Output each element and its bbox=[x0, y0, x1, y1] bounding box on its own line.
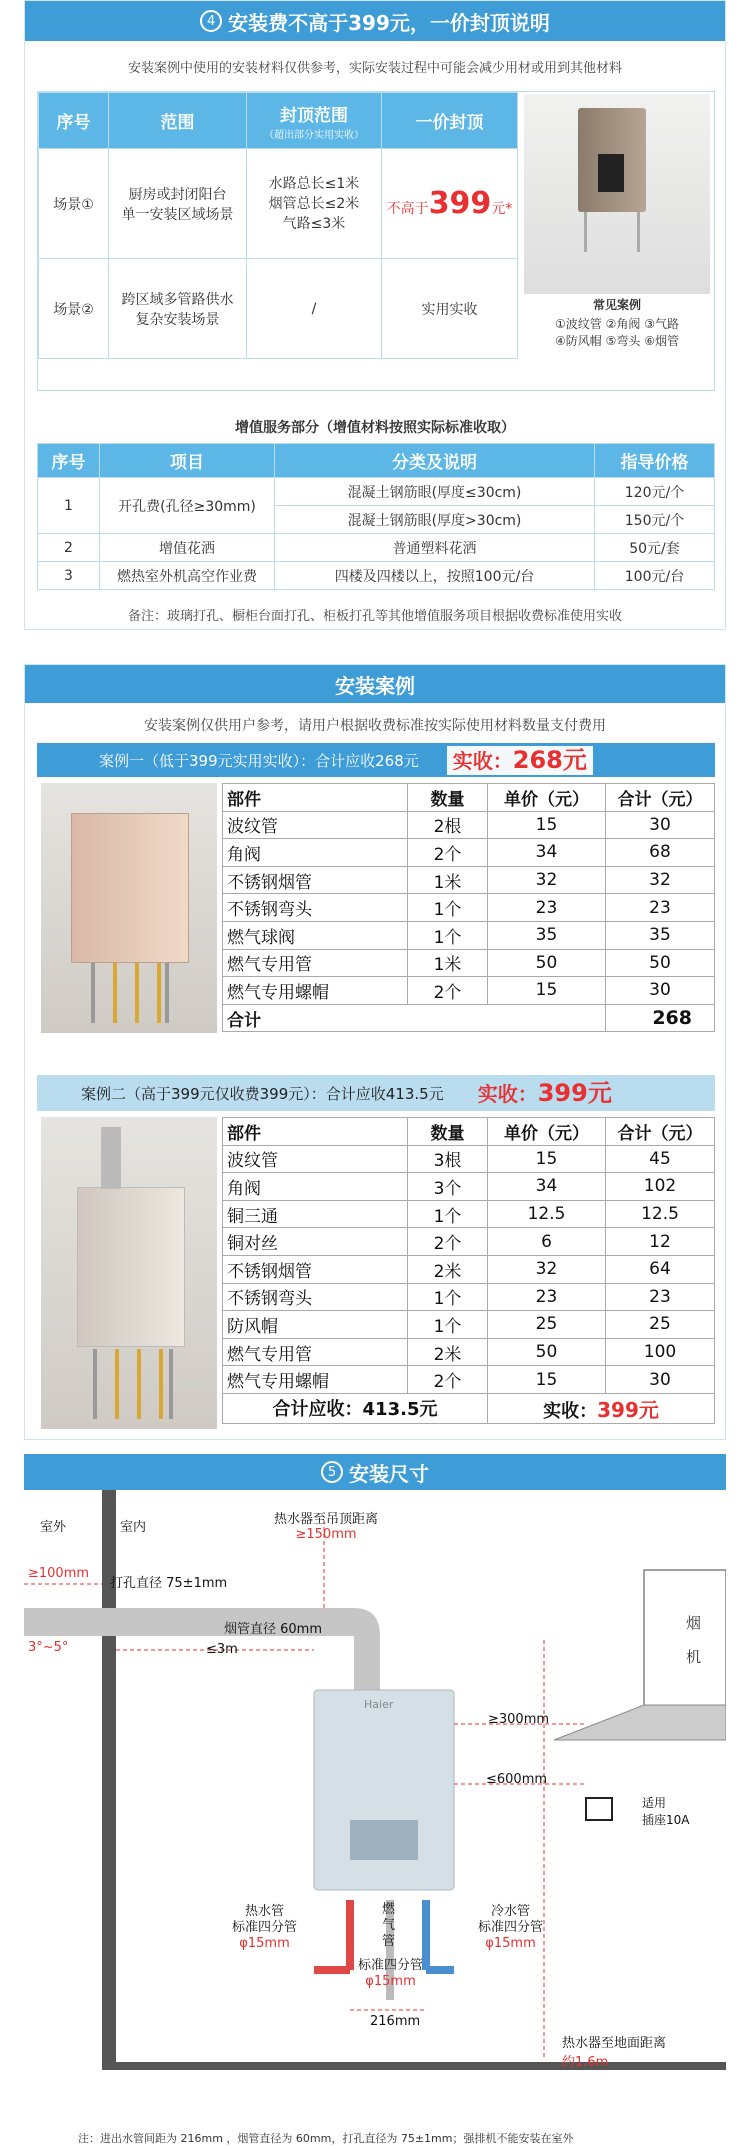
table-cell: 单价（元） bbox=[488, 784, 606, 812]
heater-pipes bbox=[584, 212, 640, 252]
section-number: 5 bbox=[321, 1461, 343, 1483]
table-cell: 1个 bbox=[408, 1200, 488, 1228]
table-cell: 3根 bbox=[408, 1145, 488, 1173]
common-cases-title: 常见案例 bbox=[592, 298, 641, 312]
row-desc: 四楼及四楼以上，按照100元/台 bbox=[275, 562, 595, 590]
table-row bbox=[38, 478, 715, 506]
table-cell: 23 bbox=[606, 894, 715, 922]
table-row bbox=[39, 93, 518, 149]
label-cold: 冷水管 标准四分管 φ15mm bbox=[478, 1904, 544, 1951]
table-cell: 15 bbox=[488, 1145, 606, 1173]
total-row bbox=[223, 1393, 715, 1423]
table-row bbox=[223, 839, 715, 867]
row-price: 50元/套 bbox=[595, 534, 715, 562]
case1-real: 实收：268元 bbox=[447, 746, 593, 775]
col-header: 一价封顶 bbox=[382, 93, 518, 149]
section-title: 安装费不高于399元，一价封顶说明 bbox=[228, 10, 550, 35]
table-row bbox=[223, 1338, 715, 1366]
table-cell: 64 bbox=[606, 1255, 715, 1283]
table-cell: 30 bbox=[606, 811, 715, 839]
table-cell: 部件 bbox=[223, 1118, 408, 1146]
section-note: 安装案例仅供用户参考，请用户根据收费标准按实际使用材料数量支付费用 bbox=[144, 718, 606, 734]
section-header bbox=[25, 665, 725, 703]
table-cell: 34 bbox=[488, 839, 606, 867]
table-cell: 50 bbox=[606, 949, 715, 977]
table-cell: 燃气专用管 bbox=[223, 949, 408, 977]
table-row bbox=[38, 534, 715, 562]
label-socket-type: 适用 插座10A bbox=[642, 1796, 690, 1827]
row-no: 3 bbox=[38, 562, 100, 590]
table-cell: 100 bbox=[606, 1338, 715, 1366]
table-cell: 部件 bbox=[223, 784, 408, 812]
range-hood-top bbox=[644, 1570, 726, 1710]
row-desc: 混凝土钢筋眼(厚度>30cm) bbox=[275, 506, 595, 534]
row-desc: 普通塑料花洒 bbox=[275, 534, 595, 562]
label-len: ≤3m bbox=[206, 1642, 238, 1657]
heater-pipes bbox=[91, 963, 169, 1023]
row-desc: 混凝土钢筋眼(厚度≤30cm) bbox=[275, 478, 595, 506]
table-row bbox=[38, 444, 715, 478]
table-cell: 34 bbox=[488, 1173, 606, 1201]
table-cell: 45 bbox=[606, 1145, 715, 1173]
table-cell: 30 bbox=[606, 977, 715, 1005]
section-number: 4 bbox=[200, 10, 222, 32]
table-cell: 防风帽 bbox=[223, 1311, 408, 1339]
table-row bbox=[223, 866, 715, 894]
table-cell: 波纹管 bbox=[223, 811, 408, 839]
table-cell: 1个 bbox=[408, 894, 488, 922]
row-item: 开孔费(孔径≥30mm) bbox=[100, 478, 275, 534]
row-price: 120元/个 bbox=[595, 478, 715, 506]
col-header: 项目 bbox=[100, 444, 275, 478]
table-cell: 不锈钢烟管 bbox=[223, 866, 408, 894]
label-socket: ≤600mm bbox=[486, 1772, 548, 1787]
table-cell: 102 bbox=[606, 1173, 715, 1201]
table-row bbox=[223, 949, 715, 977]
table-cell: 不锈钢弯头 bbox=[223, 894, 408, 922]
case1-parts-table bbox=[222, 783, 715, 1032]
table-cell: 不锈钢烟管 bbox=[223, 1255, 408, 1283]
scene-no: 场景① bbox=[39, 149, 109, 259]
table-cell: 2根 bbox=[408, 811, 488, 839]
col-header: 序号 bbox=[39, 93, 109, 149]
col-header: 指导价格 bbox=[595, 444, 715, 478]
section-note: 安装案例中使用的安装材料仅供参考，实际安装过程中可能会减少用材或用到其他材料 bbox=[127, 61, 622, 76]
table-cell: 15 bbox=[488, 811, 606, 839]
table-row bbox=[223, 977, 715, 1005]
table-cell: 32 bbox=[488, 866, 606, 894]
table-cell: 燃气专用管 bbox=[223, 1338, 408, 1366]
table-cell: 15 bbox=[488, 977, 606, 1005]
table-cell: 2个 bbox=[408, 977, 488, 1005]
scene-price: 实用实收 bbox=[382, 259, 518, 359]
heater-body bbox=[71, 813, 189, 963]
table-cell: 角阀 bbox=[223, 839, 408, 867]
label-gas: 燃 气 管 bbox=[382, 1902, 396, 1949]
col-header: 序号 bbox=[38, 444, 100, 478]
label-hood: 烟 bbox=[686, 1614, 702, 1632]
case2-parts-table bbox=[222, 1117, 715, 1424]
table-cell: 合计 bbox=[223, 1004, 606, 1032]
value-title: 增值服务部分（增值材料按照实际标准收取） bbox=[235, 420, 515, 436]
table-cell: 合计应收：413.5元 bbox=[223, 1393, 488, 1423]
row-price: 100元/台 bbox=[595, 562, 715, 590]
hot-pipe bbox=[346, 1900, 354, 1970]
table-cell: 2米 bbox=[408, 1338, 488, 1366]
table-cell: 实收：399元 bbox=[488, 1393, 715, 1423]
table-cell: 燃气球阀 bbox=[223, 921, 408, 949]
table-row bbox=[223, 1173, 715, 1201]
scene-cap: / bbox=[247, 259, 382, 359]
label-hot: 热水管 标准四分管 φ15mm bbox=[232, 1904, 298, 1951]
price-cap-table bbox=[38, 92, 518, 359]
table-cell: 30 bbox=[606, 1366, 715, 1394]
label-slope: 3°~5° bbox=[28, 1640, 69, 1655]
table-cell: 68 bbox=[606, 839, 715, 867]
table-cell: 2个 bbox=[408, 839, 488, 867]
table-cell: 268 bbox=[606, 1004, 715, 1032]
section-header bbox=[24, 1454, 726, 1490]
table-row bbox=[223, 1200, 715, 1228]
scene-no: 场景② bbox=[39, 259, 109, 359]
table-row bbox=[223, 1118, 715, 1146]
case2-summary: 案例二（高于399元仅收费399元）：合计应收413.5元 bbox=[81, 1084, 444, 1103]
case1-summary: 案例一（低于399元实用实收）：合计应收268元 bbox=[99, 751, 419, 770]
label-floor: 热水器至地面距离 约1.6m bbox=[562, 2036, 667, 2070]
table-cell: 15 bbox=[488, 1366, 606, 1394]
table-row bbox=[39, 259, 518, 359]
table-cell: 35 bbox=[488, 921, 606, 949]
table-row bbox=[223, 784, 715, 812]
table-cell: 1米 bbox=[408, 866, 488, 894]
row-item: 增值花洒 bbox=[100, 534, 275, 562]
range-hood bbox=[554, 1705, 726, 1740]
table-row bbox=[223, 1255, 715, 1283]
label-indoor: 室内 bbox=[120, 1520, 147, 1535]
col-header: 封顶范围 （超出部分实用实收） bbox=[247, 93, 382, 149]
table-cell: 合计（元） bbox=[606, 1118, 715, 1146]
heater-panel bbox=[350, 1820, 418, 1860]
row-no: 2 bbox=[38, 534, 100, 562]
table-cell: 23 bbox=[488, 1283, 606, 1311]
table-cell: 35 bbox=[606, 921, 715, 949]
row-no: 1 bbox=[38, 478, 100, 534]
heater-photo bbox=[524, 94, 710, 294]
table-cell: 50 bbox=[488, 949, 606, 977]
case1-photo bbox=[41, 783, 217, 1033]
scene-range: 跨区域多管路供水 复杂安装场景 bbox=[109, 259, 247, 359]
section-install-size bbox=[24, 1454, 726, 2149]
label-hole: 打孔直径 75±1mm bbox=[110, 1576, 228, 1591]
label-side: ≥300mm bbox=[488, 1712, 550, 1727]
table-row bbox=[223, 1145, 715, 1173]
table-cell: 数量 bbox=[408, 784, 488, 812]
label-pipe: 烟管直径 60mm bbox=[224, 1622, 323, 1637]
table-cell: 1个 bbox=[408, 921, 488, 949]
table-cell: 32 bbox=[488, 1255, 606, 1283]
label-brand: Haier bbox=[364, 1698, 394, 1711]
case2-real: 实收：399元 bbox=[472, 1079, 618, 1108]
heater-pipes bbox=[93, 1349, 173, 1419]
label-gas-spec: 标准四分管 φ15mm bbox=[358, 1958, 424, 1989]
table-cell: 3个 bbox=[408, 1173, 488, 1201]
scene-cap: 水路总长≤1米 烟管总长≤2米 气路≤3米 bbox=[247, 149, 382, 259]
table-row bbox=[223, 811, 715, 839]
table-cell: 不锈钢弯头 bbox=[223, 1283, 408, 1311]
table-cell: 铜对丝 bbox=[223, 1228, 408, 1256]
table-row bbox=[223, 894, 715, 922]
table-cell: 25 bbox=[488, 1311, 606, 1339]
table-cell: 单价（元） bbox=[488, 1118, 606, 1146]
table-cell: 32 bbox=[606, 866, 715, 894]
case2-bar bbox=[37, 1075, 715, 1111]
case1-bar bbox=[37, 743, 715, 777]
table-cell: 1个 bbox=[408, 1311, 488, 1339]
table-row bbox=[223, 1228, 715, 1256]
table-cell: 铜三通 bbox=[223, 1200, 408, 1228]
table-row bbox=[223, 1283, 715, 1311]
section-install-cases bbox=[24, 664, 726, 1440]
col-header: 范围 bbox=[109, 93, 247, 149]
table-row bbox=[223, 1311, 715, 1339]
table-cell: 23 bbox=[606, 1283, 715, 1311]
label-top: 热水器至吊顶距离 ≥150mm bbox=[274, 1512, 379, 1542]
table-cell: 1个 bbox=[408, 1283, 488, 1311]
table-cell: 2个 bbox=[408, 1366, 488, 1394]
table-cell: 6 bbox=[488, 1228, 606, 1256]
table-row bbox=[223, 1366, 715, 1394]
scene-range: 厨房或封闭阳台 单一安装区域场景 bbox=[109, 149, 247, 259]
table-row bbox=[38, 562, 715, 590]
table-cell: 12 bbox=[606, 1228, 715, 1256]
table-cell: 2个 bbox=[408, 1228, 488, 1256]
socket-icon bbox=[586, 1798, 612, 1820]
table-cell: 燃气专用螺帽 bbox=[223, 977, 408, 1005]
col-header: 分类及说明 bbox=[275, 444, 595, 478]
heater-panel bbox=[598, 154, 624, 192]
table-row bbox=[223, 921, 715, 949]
table-cell: 23 bbox=[488, 894, 606, 922]
value-service-table bbox=[37, 443, 715, 590]
section-header bbox=[25, 1, 725, 41]
scene-price: 不高于399元* bbox=[382, 149, 518, 259]
case2-photo bbox=[41, 1117, 217, 1429]
table-cell: 25 bbox=[606, 1311, 715, 1339]
label-outdoor: 室外 bbox=[40, 1520, 67, 1535]
table-cell: 2米 bbox=[408, 1255, 488, 1283]
table-cell: 合计（元） bbox=[606, 784, 715, 812]
table-cell: 1米 bbox=[408, 949, 488, 977]
diagram-footnote: 注：进出水管间距为 216mm ，烟管直径为 60mm，打孔直径为 75±1mm；强排机不能安装在室外 bbox=[78, 2132, 574, 2145]
value-footnote: 备注：玻璃打孔、橱柜台面打孔、柜板打孔等其他增值服务项目根据收费标准使用实收 bbox=[127, 609, 622, 624]
heater-flue bbox=[101, 1127, 121, 1189]
row-item: 燃热室外机高空作业费 bbox=[100, 562, 275, 590]
label-wall: ≥100mm bbox=[28, 1566, 90, 1581]
section-price-cap bbox=[24, 0, 726, 630]
row-price: 150元/个 bbox=[595, 506, 715, 534]
table-cell: 角阀 bbox=[223, 1173, 408, 1201]
common-cases: 常见案例 ①波纹管 ②角阀 ③气路 ④防风帽 ⑤弯头 ⑥烟管 bbox=[524, 296, 710, 349]
flue-elbow bbox=[354, 1608, 380, 1690]
cold-pipe bbox=[422, 1900, 430, 1970]
section-title: 安装尺寸 bbox=[349, 1461, 429, 1486]
table-cell: 波纹管 bbox=[223, 1145, 408, 1173]
label-hood2: 机 bbox=[686, 1648, 702, 1666]
heater-body bbox=[77, 1187, 185, 1347]
table-cell: 12.5 bbox=[488, 1200, 606, 1228]
table-cell: 50 bbox=[488, 1338, 606, 1366]
table-cell: 12.5 bbox=[606, 1200, 715, 1228]
total-row bbox=[223, 1004, 715, 1032]
table-cell: 燃气专用螺帽 bbox=[223, 1366, 408, 1394]
section-title: 安装案例 bbox=[335, 673, 415, 698]
table-row bbox=[39, 149, 518, 259]
price-cap-table-wrap bbox=[37, 91, 715, 391]
label-gap: 216mm bbox=[370, 2014, 421, 2029]
table-cell: 数量 bbox=[408, 1118, 488, 1146]
